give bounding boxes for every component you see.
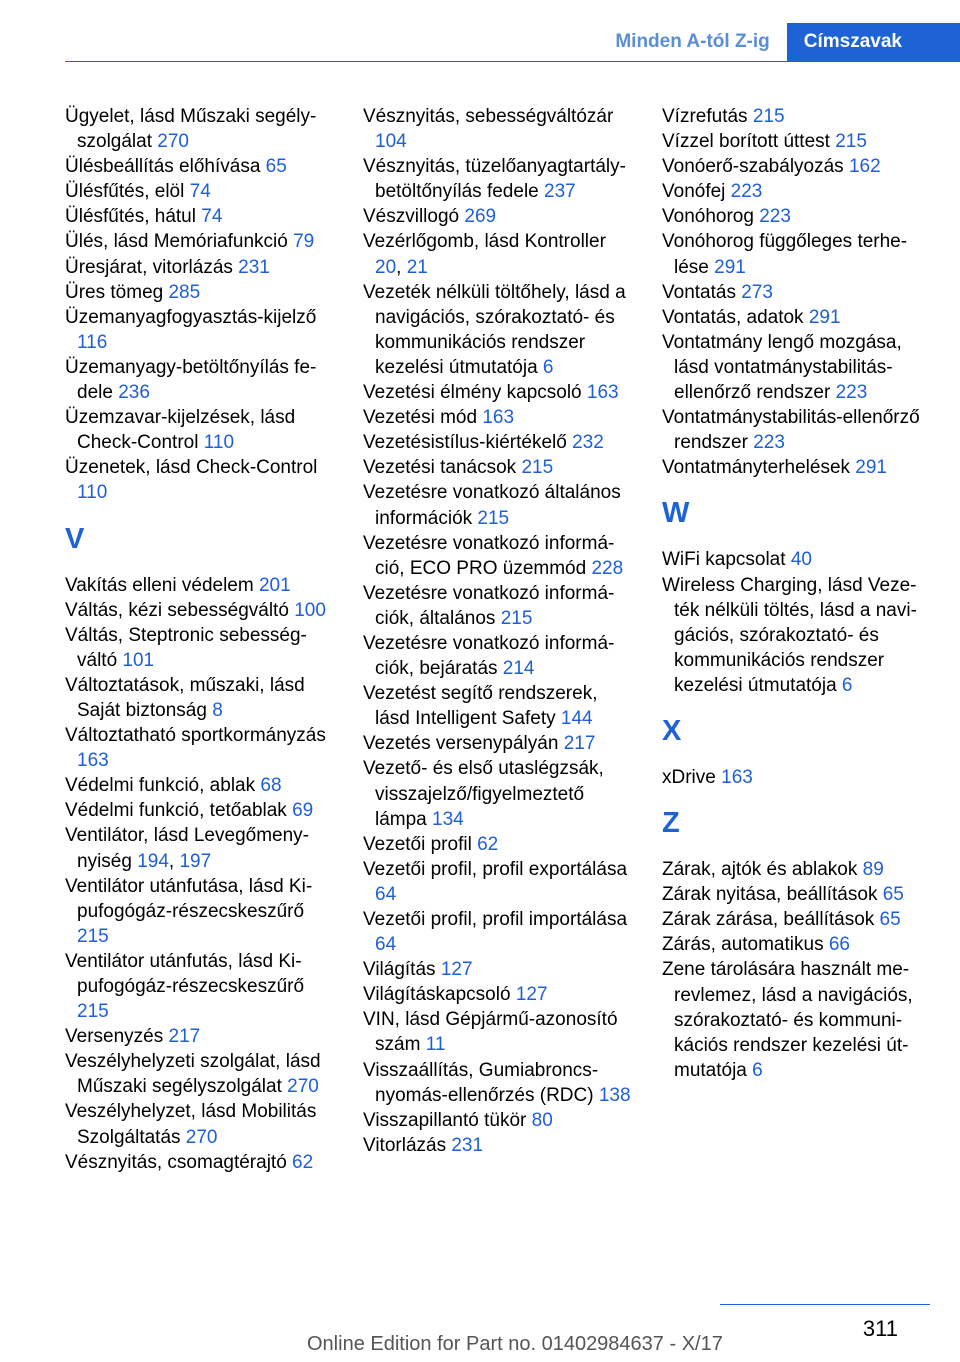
page-reference-link[interactable]: 228	[591, 557, 624, 579]
entry-term: Visszapillantó tükör	[363, 1109, 532, 1131]
index-entry	[662, 229, 934, 279]
index-entry	[363, 982, 635, 1007]
page-reference-link[interactable]: 215	[477, 507, 510, 529]
page-reference-link[interactable]: 270	[157, 131, 189, 153]
page-reference-link[interactable]: 89	[862, 859, 884, 881]
page-reference-link[interactable]: 64	[375, 883, 397, 905]
index-entry	[662, 154, 934, 179]
index-entry	[363, 104, 635, 154]
entry-term: Üres tömeg	[65, 281, 169, 303]
page-reference-link[interactable]: 66	[828, 934, 850, 956]
page-reference-link[interactable]: 217	[168, 1026, 201, 1048]
page-reference-link[interactable]: 215	[77, 1001, 109, 1023]
entry-term: Vontatmány lengő mozgása, lásd vontatmánystabilitás-ellenőrző rendszer	[662, 331, 902, 404]
index-entry	[65, 154, 337, 179]
index-entry	[662, 857, 934, 882]
page-reference-link[interactable]: 80	[531, 1109, 553, 1131]
entry-term: Vezetési tanácsok	[363, 457, 522, 479]
index-column-3	[662, 104, 934, 1083]
page-reference-link[interactable]: 62	[477, 833, 499, 855]
footer-rule	[720, 1304, 930, 1305]
index-entry: Vezérlőgomb, lásd Kontroller 20, 21	[363, 231, 606, 278]
page-reference-link[interactable]: 223	[759, 206, 791, 228]
entry-term: Ventilátor utánfutása, lásd Kipufogógáz-részecskeszűrő	[65, 875, 313, 922]
page-reference-link[interactable]: 270	[185, 1126, 218, 1148]
page-reference-link[interactable]: 270	[287, 1076, 319, 1098]
index-entry	[65, 1024, 337, 1049]
header-rule	[65, 61, 960, 62]
page-reference-link[interactable]: 127	[440, 959, 473, 981]
index-entry	[65, 598, 337, 623]
index-entry	[363, 204, 635, 229]
index-entry	[65, 355, 337, 405]
index-entry	[65, 455, 337, 505]
index-entry	[363, 455, 635, 480]
page-reference-link[interactable]: 214	[502, 658, 535, 680]
entry-term: Veszélyhelyzeti szolgálat, lásd Műszaki segélyszolgálat	[65, 1051, 321, 1098]
index-entry	[65, 229, 337, 254]
index-entry	[662, 573, 934, 698]
entry-term: Zárás, automatikus	[662, 934, 829, 956]
page-reference-link[interactable]: 215	[521, 457, 554, 479]
index-entry	[65, 723, 337, 773]
entry-term: VIN, lásd Gépjármű-azonosító szám	[363, 1009, 618, 1056]
page-reference-link[interactable]: 20	[375, 256, 397, 278]
page-reference-link[interactable]: 273	[741, 281, 773, 303]
page-reference-link[interactable]: 291	[855, 457, 887, 479]
entry-term: Változtatások, műszaki, lásd Saját biztonság	[65, 674, 305, 721]
index-entry	[363, 681, 635, 731]
page-reference-link[interactable]: 110	[203, 432, 235, 454]
entry-term: Vízrefutás	[662, 106, 753, 127]
entry-term: Vezetésre vonatkozó általános információk	[363, 482, 621, 529]
index-entry	[662, 129, 934, 154]
entry-term: Zárak zárása, beállítások	[662, 909, 880, 931]
page-reference-link[interactable]: 100	[294, 599, 326, 621]
index-entry	[363, 581, 635, 631]
entry-term: Vakítás elleni védelem	[65, 574, 259, 596]
index-entry	[363, 907, 635, 957]
page-reference-link[interactable]: 269	[464, 206, 497, 228]
index-entry	[65, 104, 337, 154]
page-reference-link[interactable]: 21	[406, 256, 428, 278]
entry-term: Vezetési mód	[363, 407, 483, 429]
index-entry	[363, 1133, 635, 1158]
index-entry	[363, 154, 635, 204]
page-reference-link[interactable]: 215	[500, 607, 533, 629]
index-entry	[65, 673, 337, 723]
page-reference-link[interactable]: 201	[258, 574, 291, 596]
entry-term: Vontatás, adatok	[662, 306, 809, 328]
entry-term: Vésznyitás, sebességváltózár	[363, 106, 614, 127]
page-reference-link[interactable]: 65	[265, 156, 287, 178]
entry-term: Wireless Charging, lásd Vezeték nélküli töltés, lásd a navigációs, szórakoztató- és kommunikációs rendszer kezelési útmutatója	[662, 574, 917, 696]
index-entry	[662, 907, 934, 932]
page-reference-link[interactable]: 6	[841, 674, 853, 696]
index-column-2	[363, 104, 635, 1158]
entry-term: Vezetést segítő rendszerek, lásd Intelligent Safety	[363, 683, 598, 730]
index-entry	[363, 405, 635, 430]
entry-term: Világítás	[363, 959, 441, 981]
entry-term: Üzenetek, lásd Check-Control	[65, 457, 318, 479]
page-reference-link[interactable]: 110	[77, 482, 108, 504]
entry-term: Ügyelet, lásd Műszaki segélyszolgálat	[65, 106, 317, 153]
entry-term: Vésznyitás, tüzelőanyagtartály-betöltőnyílás fedele	[363, 156, 626, 203]
page-reference-link[interactable]: 197	[179, 850, 212, 872]
index-entry	[662, 882, 934, 907]
page-reference-link[interactable]: 144	[560, 708, 593, 730]
entry-term: Ülésbeállítás előhívása	[65, 156, 266, 178]
page-reference-link[interactable]: 116	[77, 331, 108, 353]
entry-term: Váltás, kézi sebességváltó	[65, 599, 295, 621]
page-reference-link[interactable]: 217	[563, 733, 596, 755]
index-column-1	[65, 104, 337, 1175]
page-reference-link[interactable]: 6	[542, 356, 554, 378]
page-reference-link[interactable]: 163	[482, 407, 515, 429]
page-reference-link[interactable]: 194	[137, 850, 169, 872]
index-entry	[662, 104, 934, 129]
entry-term: Vezérlőgomb, lásd Kontroller	[363, 231, 606, 253]
page-reference-link[interactable]: 223	[835, 382, 868, 404]
index-entry	[65, 179, 337, 204]
entry-term: Védelmi funkció, tetőablak	[65, 800, 293, 822]
entry-term: Üzemanyagfogyasztás-kijelző	[65, 306, 317, 328]
page-reference-link[interactable]: 215	[77, 925, 109, 947]
index-entry	[65, 1099, 337, 1149]
index-entry	[363, 832, 635, 857]
page-reference-link[interactable]: 8	[212, 699, 223, 721]
page-reference-link[interactable]: 291	[808, 306, 841, 328]
index-entry	[363, 1058, 635, 1108]
page-reference-link[interactable]: 11	[425, 1034, 446, 1056]
entry-term: Vonóhorog	[662, 206, 760, 228]
page-number: 311	[862, 1316, 898, 1341]
page-reference-link[interactable]: 163	[586, 382, 619, 404]
index-entry	[363, 1108, 635, 1133]
entry-term: Ventilátor, lásd Levegőmenynyiség	[65, 825, 309, 872]
index-entry	[65, 1150, 337, 1175]
entry-term: Versenyzés	[65, 1026, 169, 1048]
chapter-tab: Címszavak	[787, 23, 960, 61]
index-entry	[65, 1049, 337, 1099]
index-entry	[662, 330, 934, 405]
page-reference-link[interactable]: 162	[848, 156, 881, 178]
entry-term: Zene tárolására használt merevlemez, lásd a navigációs, szórakoztató- és kommunikációs rendszer kezelési útmutatója	[662, 959, 913, 1081]
entry-term: Ülésfűtés, elöl	[65, 181, 190, 203]
entry-term: Veszélyhelyzet, lásd Mobilitás Szolgáltatás	[65, 1101, 317, 1148]
page-reference-link[interactable]: 134	[432, 808, 464, 830]
page-reference-link[interactable]: 223	[730, 181, 763, 203]
entry-term: Vízzel borított úttest	[662, 131, 836, 153]
entry-term: Vezetésre vonatkozó információk, általános	[363, 582, 615, 629]
index-entry	[363, 280, 635, 380]
entry-term: Változtatható sportkormányzás	[65, 725, 326, 747]
index-entry	[662, 405, 934, 455]
page-reference-link[interactable]: 74	[189, 181, 211, 203]
page-reference-link[interactable]: 232	[572, 432, 604, 454]
entry-term: Vitorlázás	[363, 1134, 452, 1156]
edition-text: Online Edition for Part no. 01402984637 - X/17	[307, 1333, 723, 1355]
page-reference-link[interactable]: 6	[752, 1059, 763, 1081]
index-entry	[65, 874, 337, 949]
entry-term: Üresjárat, vitorlázás	[65, 256, 239, 278]
page-reference-link[interactable]: 104	[375, 131, 407, 153]
index-entry	[363, 631, 635, 681]
page-reference-link[interactable]: 74	[201, 206, 223, 228]
header-tabs	[598, 23, 960, 61]
page-reference-link[interactable]: 40	[790, 549, 812, 571]
page-reference-link[interactable]: 138	[598, 1084, 631, 1106]
entry-term: xDrive	[662, 766, 722, 788]
entry-term: Vészvillogó	[363, 206, 465, 228]
index-entry	[662, 305, 934, 330]
entry-term: Védelmi funkció, ablak	[65, 775, 261, 797]
index-entry	[65, 255, 337, 280]
section-tab: Minden A-tól Z-ig	[615, 31, 770, 52]
entry-term: Vezetési élmény kapcsoló	[363, 382, 587, 404]
index-entry	[662, 957, 934, 1082]
letter-heading: Z	[662, 807, 680, 840]
page-reference-link[interactable]: 163	[77, 750, 109, 772]
page-reference-link[interactable]: 65	[882, 884, 904, 906]
page-reference-link[interactable]: 223	[753, 432, 785, 454]
index-entry	[662, 455, 934, 480]
entry-term: Vezetésistílus-kiértékelő	[363, 432, 573, 454]
page-reference-link[interactable]: 215	[752, 106, 785, 127]
page-reference-link[interactable]: 291	[714, 256, 746, 278]
index-entry	[65, 573, 337, 598]
entry-term: Vontatmánystabilitás-ellenőrző rendszer	[662, 407, 920, 454]
entry-term: Ülés, lásd Memóriafunkció	[65, 231, 294, 253]
index-entry	[363, 531, 635, 581]
entry-term: Vésznyitás, csomagtérajtó	[65, 1151, 293, 1173]
index-entry	[363, 857, 635, 907]
index-entry	[65, 949, 337, 1024]
entry-term: Ventilátor utánfutás, lásd Kipufogógáz-részecskeszűrő	[65, 950, 305, 997]
entry-term: Vezetésre vonatkozó információ, ECO PRO üzemmód	[363, 532, 615, 579]
letter-heading: X	[662, 714, 682, 747]
entry-term: Vezetői profil	[363, 833, 478, 855]
index-entry	[65, 305, 337, 355]
index-entry	[363, 430, 635, 455]
index-entry	[363, 731, 635, 756]
index-entry	[662, 280, 934, 305]
index-entry	[662, 547, 934, 572]
page-reference-link[interactable]: 163	[721, 766, 753, 788]
index-entry	[65, 773, 337, 798]
page-reference-link[interactable]: 215	[835, 131, 867, 153]
entry-term: Világításkapcsoló	[363, 984, 516, 1006]
page-reference-link[interactable]: 62	[292, 1151, 314, 1173]
entry-term: Vezetésre vonatkozó információk, bejáratás	[363, 632, 615, 680]
letter-heading: W	[662, 497, 690, 530]
entry-term: Vonóhorog függőleges terhelése	[662, 231, 908, 278]
index-entry	[662, 932, 934, 957]
index-entry	[363, 957, 635, 982]
entry-term: Vezeték nélküli töltőhely, lásd a navigációs, szórakoztató- és kommunikációs rendszer kezelési útmutatója	[363, 281, 626, 378]
index-entry	[65, 280, 337, 305]
index-entry	[662, 765, 934, 790]
index-entry: Ventilátor, lásd Levegőmenynyiség 194, 197	[65, 825, 309, 872]
entry-term: Vezetés versenypályán	[363, 733, 564, 755]
index-entry	[363, 480, 635, 530]
index-entry	[662, 179, 934, 204]
page-reference-link[interactable]: 236	[118, 382, 150, 404]
entry-term: Üzemanyagy-betöltőnyílás fedele	[65, 356, 317, 404]
entry-term: Visszaállítás, Gumiabroncsnyomás-ellenőrzés (RDC)	[363, 1059, 599, 1106]
index-entry	[363, 1007, 635, 1057]
entry-term: Ülésfűtés, hátul	[65, 206, 202, 228]
index-entry	[65, 798, 337, 823]
index-entry	[65, 623, 337, 673]
page-reference-link[interactable]: 68	[260, 775, 282, 797]
page-reference-link[interactable]: 64	[375, 934, 397, 956]
page-reference-link[interactable]: 231	[451, 1134, 484, 1156]
index-entry	[662, 204, 934, 229]
entry-term: Vezetői profil, profil importálása	[363, 909, 628, 930]
page-reference-link[interactable]: 285	[168, 281, 201, 303]
entry-term: Vontatmányterhelések	[662, 457, 856, 479]
page-reference-link[interactable]: 127	[515, 984, 548, 1006]
entry-term: Vezető- és első utaslégzsák, visszajelző/figyelmeztető lámpa	[363, 758, 604, 830]
entry-term: Zárak, ajtók és ablakok	[662, 859, 863, 881]
entry-term: Zárak nyitása, beállítások	[662, 884, 883, 906]
page-reference-link[interactable]: 237	[544, 181, 576, 203]
entry-term: Vezetői profil, profil exportálása	[363, 858, 628, 880]
page-reference-link[interactable]: 69	[292, 800, 314, 822]
index-entry	[65, 405, 337, 455]
index-entry	[363, 756, 635, 831]
entry-term: Váltás, Steptronic sebességváltó	[65, 624, 307, 671]
index-entry	[363, 380, 635, 405]
letter-heading: V	[65, 522, 85, 555]
entry-term: Vonóerő-szabályozás	[662, 156, 849, 178]
page-reference-link[interactable]: 79	[293, 231, 315, 253]
entry-term: Vontatás	[662, 281, 742, 303]
entry-term: WiFi kapcsolat	[662, 549, 791, 571]
page-reference-link[interactable]: 231	[238, 256, 270, 278]
page-reference-link[interactable]: 101	[122, 649, 155, 671]
entry-term: Vonófej	[662, 181, 731, 203]
page-reference-link[interactable]: 65	[879, 909, 901, 931]
index-entry	[65, 204, 337, 229]
entry-term: Üzemzavar-kijelzések, lásd Check-Control	[65, 407, 296, 454]
